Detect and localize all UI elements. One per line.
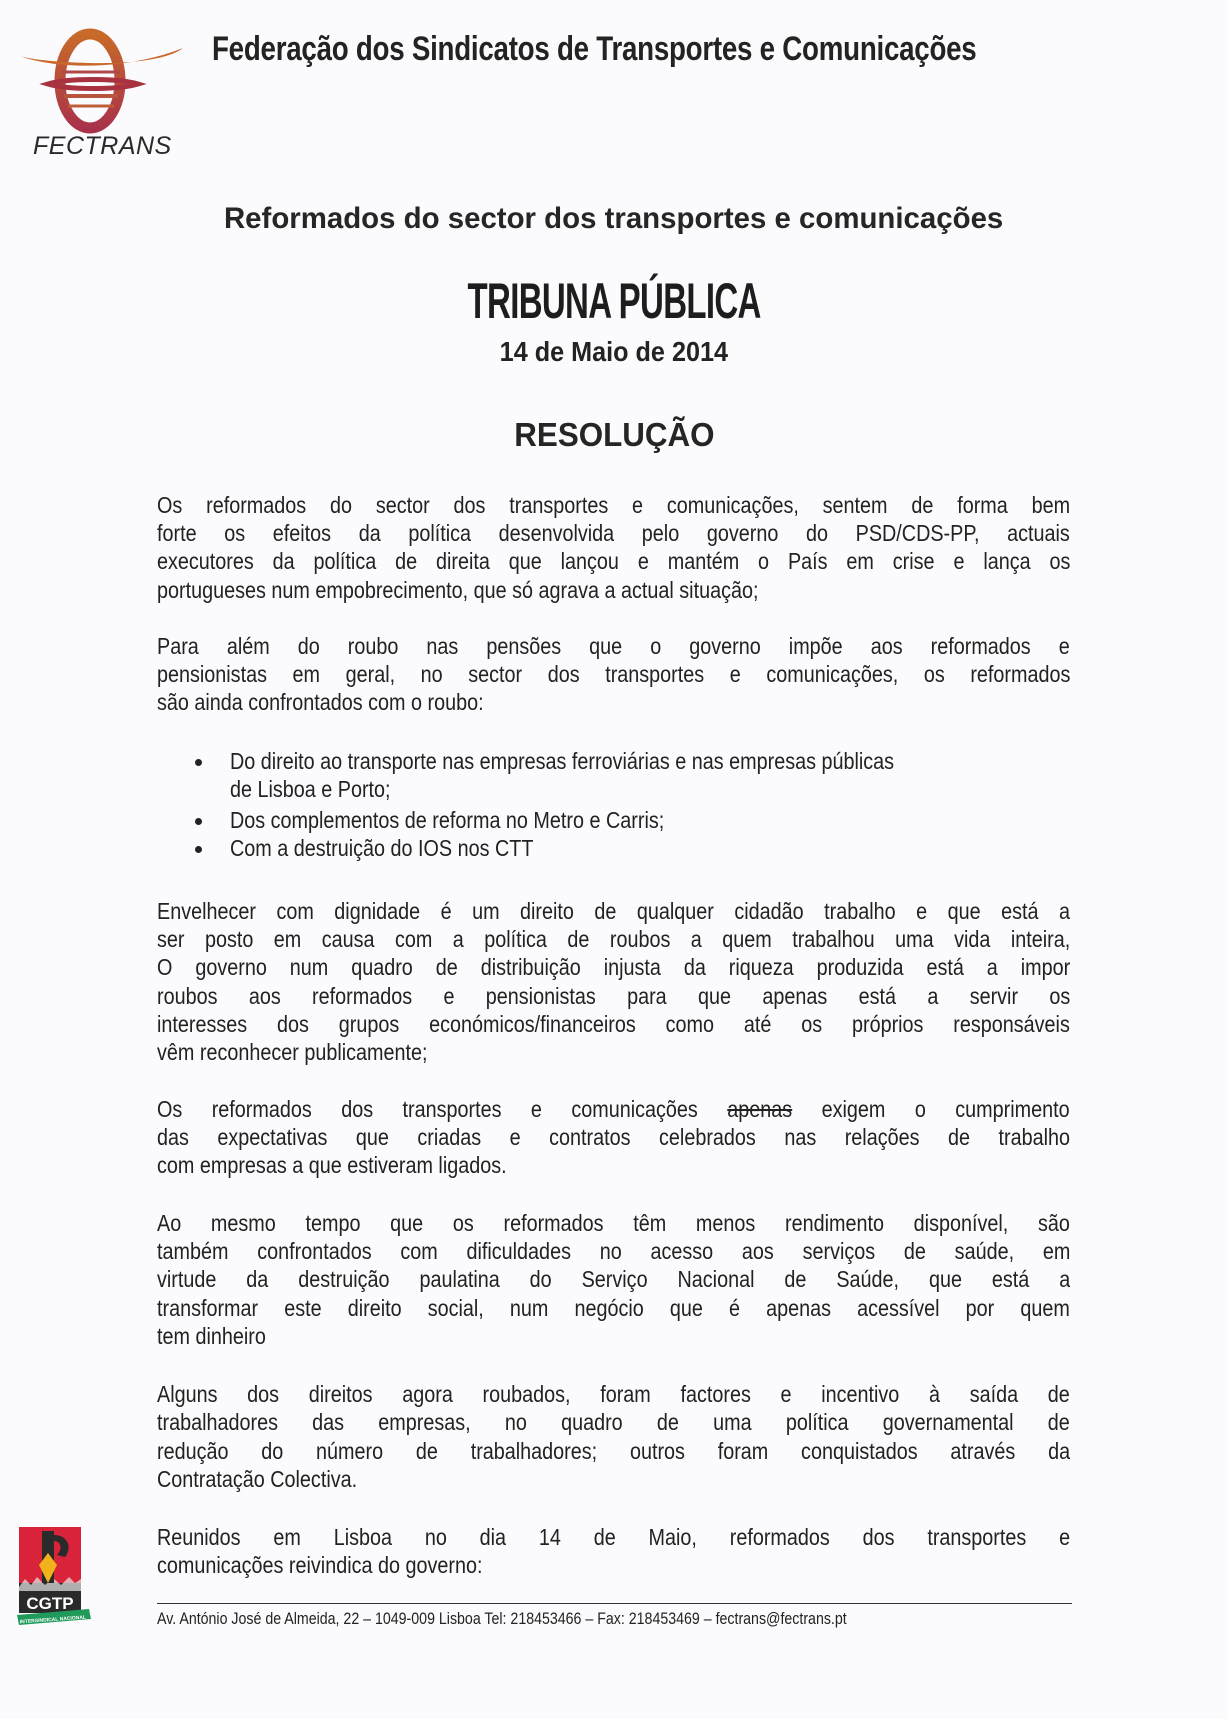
line-text: [157, 1095, 1070, 1123]
paragraph-line: [157, 1151, 1070, 1179]
paragraph-line: [157, 632, 1070, 660]
bullet-item: [230, 747, 1070, 775]
line-text: forte os efeitos da política desenvolvida pelo governo do PSD/CDS-PP, actuais: [157, 520, 1070, 546]
line-text: ser posto em causa com a política de roubos a quem trabalhou uma vida inteira,: [157, 926, 1070, 952]
line-text: Com a destruição do IOS nos CTT: [230, 835, 534, 861]
line-text: Alguns dos direitos agora roubados, foram factores e incentivo à saída de: [157, 1381, 1070, 1407]
footer-address: Av. António José de Almeida, 22 – 1049-009 Lisboa Tel: 218453466 – Fax: 218453469 – fectrans@fectrans.pt: [157, 1610, 847, 1628]
struck-word: apenas: [727, 1096, 793, 1122]
paragraph-line: [157, 897, 1070, 925]
paragraph-line: [157, 1551, 1070, 1579]
line-text: das expectativas que criadas e contratos celebrados nas relações de trabalho: [157, 1124, 1070, 1150]
line-text: portugueses num empobrecimento, que só agrava a actual situação;: [157, 577, 759, 603]
paragraph-line: [157, 1265, 1070, 1293]
date-text: 14 de Maio de 2014: [499, 336, 729, 367]
paragraph-line: [157, 1380, 1070, 1408]
paragraph-line: [157, 576, 1070, 604]
paragraph-line: [157, 1408, 1070, 1436]
line-text: também confrontados com dificuldades no acesso aos serviços de saúde, em: [157, 1238, 1070, 1264]
cgtp-logo-banner: INTERSINDICAL NACIONAL: [19, 1614, 87, 1625]
text-segment: Os reformados dos transportes e comunicações: [157, 1096, 698, 1122]
line-text: comunicações reivindica do governo:: [157, 1552, 483, 1578]
paragraph-line: [157, 1322, 1070, 1350]
line-text: interesses dos grupos económicos/financeiros como até os próprios responsáveis: [157, 1011, 1070, 1037]
paragraph-line: [157, 660, 1070, 688]
line-text: tem dinheiro: [157, 1323, 266, 1349]
paragraph-line: [157, 1523, 1070, 1551]
line-text: Do direito ao transporte nas empresas ferroviárias e nas empresas públicas: [230, 748, 895, 774]
bullet-icon: [195, 818, 202, 825]
organization-name: Federação dos Sindicatos de Transportes e Comunicações: [212, 30, 977, 68]
paragraph-line: [157, 688, 1070, 716]
paragraph-line: [157, 1237, 1070, 1265]
paragraph-line: [157, 1010, 1070, 1038]
line-text: transformar este direito social, num negócio que é apenas acessível por quem: [157, 1295, 1070, 1321]
bullet-icon: [195, 846, 202, 853]
line-text: pensionistas em geral, no sector dos transportes e comunicações, os reformados: [157, 661, 1070, 687]
bullet-item: [230, 834, 1070, 862]
line-text: Para além do roubo nas pensões que o governo impõe aos reformados e: [157, 633, 1070, 659]
bullet-item-continuation: [230, 775, 1070, 803]
line-text: Dos complementos de reforma no Metro e Carris;: [230, 807, 665, 833]
line-text: Contratação Colectiva.: [157, 1466, 358, 1492]
line-text: Os reformados do sector dos transportes e comunicações, sentem de forma bem: [157, 492, 1070, 518]
paragraph-line: [157, 1437, 1070, 1465]
line-text: Reunidos em Lisboa no dia 14 de Maio, reformados dos transportes e: [157, 1524, 1070, 1550]
paragraph-line: [157, 925, 1070, 953]
line-text: executores da política de direita que lançou e mantém o País em crise e lança os: [157, 548, 1070, 574]
paragraph-line: [157, 1123, 1070, 1151]
paragraph-line: [157, 519, 1070, 547]
document-subtitle: [0, 202, 1228, 236]
paragraph-line: [157, 1095, 1070, 1123]
subtitle-text: Reformados do sector dos transportes e comunicações: [224, 202, 1004, 235]
line-text: roubos aos reformados e pensionistas para que apenas está a servir os: [157, 983, 1070, 1009]
footer-divider: [157, 1603, 1072, 1604]
paragraph-line: [157, 1294, 1070, 1322]
line-text: são ainda confrontados com o roubo:: [157, 689, 484, 715]
paragraph-line: [157, 547, 1070, 575]
paragraph-line: [157, 982, 1070, 1010]
section-heading-text: RESOLUÇÃO: [513, 416, 715, 453]
document-title: [0, 272, 1228, 330]
fectrans-logo: [18, 26, 188, 136]
paragraph-line: [157, 1038, 1070, 1066]
fectrans-logo-text: FECTRANS: [33, 132, 172, 160]
title-text: TRIBUNA PÚBLICA: [467, 273, 761, 329]
cgtp-logo: [15, 1525, 93, 1625]
line-text: virtude da destruição paulatina do Serviço Nacional de Saúde, que está a: [157, 1266, 1070, 1292]
bullet-item: [230, 806, 1070, 834]
paragraph-line: [157, 491, 1070, 519]
line-text: O governo num quadro de distribuição injusta da riqueza produzida está a impor: [157, 954, 1070, 980]
section-heading: [0, 416, 1228, 454]
line-text: Envelhecer com dignidade é um direito de qualquer cidadão trabalho e que está a: [157, 898, 1070, 924]
line-text: Ao mesmo tempo que os reformados têm menos rendimento disponível, são: [157, 1210, 1070, 1236]
line-text: de Lisboa e Porto;: [230, 776, 391, 802]
line-text: redução do número de trabalhadores; outros foram conquistados através da: [157, 1438, 1070, 1464]
cgtp-logo-text: CGTP: [26, 1594, 74, 1613]
paragraph-line: [157, 1465, 1070, 1493]
line-text: vêm reconhecer publicamente;: [157, 1039, 428, 1065]
paragraph-line: [157, 953, 1070, 981]
line-text: trabalhadores das empresas, no quadro de uma política governamental de: [157, 1409, 1070, 1435]
event-date: [0, 336, 1228, 368]
line-text: com empresas a que estiveram ligados.: [157, 1152, 507, 1178]
bullet-icon: [195, 759, 202, 766]
paragraph-line: [157, 1209, 1070, 1237]
text-segment: exigem o cumprimento: [821, 1096, 1070, 1122]
